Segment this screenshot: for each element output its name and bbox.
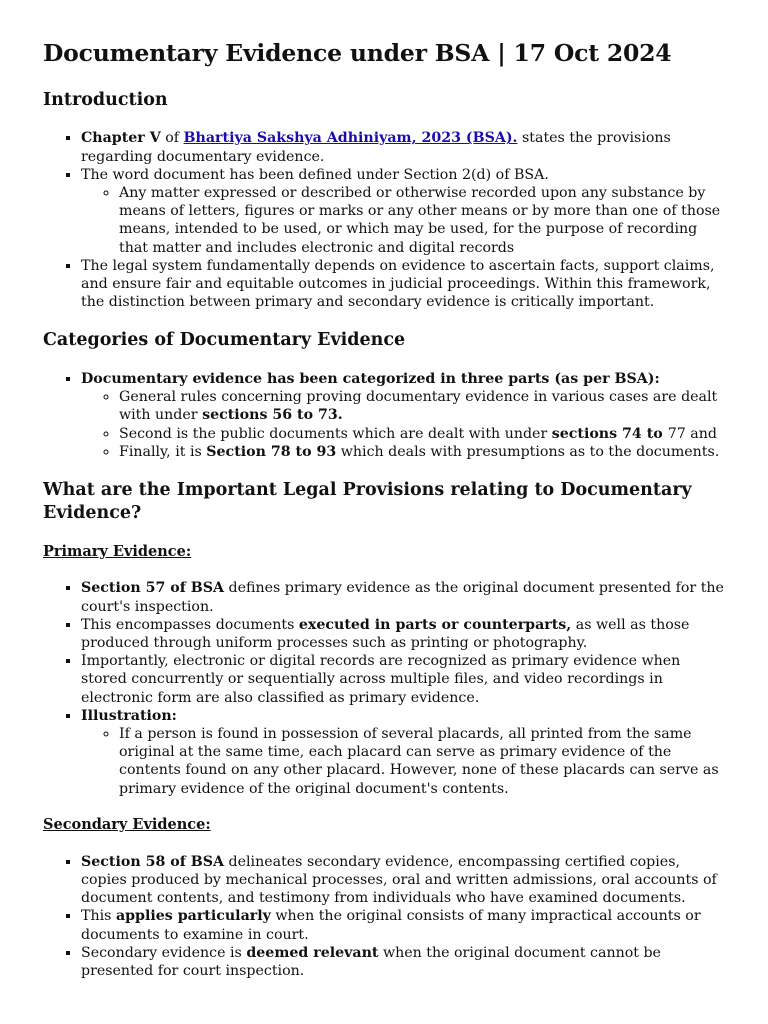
sub-list-item: ◦ If a person is found in possession of several placards, all printed from the same original at the same time, each placard can serve as primary evidence of the contents found on any other placard. However, none of these placards can serve as primary evidence of the original document's contents. <box>119 725 725 798</box>
list-item: ▪ Section 57 of BSA defines primary evidence as the original document presented for the court's inspection. <box>81 579 725 615</box>
sub-list <box>81 388 725 461</box>
page-title: Documentary Evidence under BSA | 17 Oct 2024 <box>43 39 672 67</box>
section-heading-introduction: Introduction <box>43 89 168 110</box>
list-item: ▪ Illustration: ◦ If a person is found in possession of several placards, all printed from the same original at the same time, each placard can serve as primary evidence of the contents found on any other placard. However, none of these placards can serve as primary evidence of the original document's contents. <box>81 707 725 798</box>
section-heading-categories: Categories of Documentary Evidence <box>43 330 406 351</box>
sub-list-item: ◦ Second is the public documents which are dealt with under sections 74 to 77 and <box>119 425 725 443</box>
sub-list-item: ◦ Finally, it is Section 78 to 93 which deals with presumptions as to the documents. <box>119 443 725 461</box>
list-item <box>81 370 725 461</box>
sub-list-item: ◦ General rules concerning proving documentary evidence in various cases are dealt with under sections 56 to 73. <box>119 388 725 424</box>
bold-text: Chapter V <box>81 130 161 147</box>
list-item: ▪ The word document has been defined under Section 2(d) of BSA. ◦ Any matter expressed or described or otherwise recorded upon any substance by means of letters, figures or marks or any other means or by more than one of those means, intended to be used, or which may be used, for the purpose of recording that matter and includes electronic and digital records <box>81 166 725 257</box>
primary-evidence-list <box>43 579 725 797</box>
subheading-primary-evidence: Primary Evidence: <box>43 542 192 560</box>
introduction-list <box>43 129 725 311</box>
section-heading-provisions: What are the Important Legal Provisions relating to Documentary Evidence? <box>43 480 692 523</box>
categories-list <box>43 370 725 461</box>
list-item: ▪ Secondary evidence is deemed relevant when the original document cannot be presented for court inspection. <box>81 944 725 980</box>
list-item: ▪ Importantly, electronic or digital records are recognized as primary evidence when stored concurrently or sequentially across multiple files, and video recordings in electronic form are also classified as primary evidence. <box>81 652 725 707</box>
secondary-evidence-list <box>43 853 725 980</box>
subheading-secondary-evidence: Secondary Evidence: <box>43 815 211 833</box>
sub-list <box>81 725 725 798</box>
list-item: ▪ The legal system fundamentally depends on evidence to ascertain facts, support claims, and ensure fair and equitable outcomes in judicial proceedings. Within this framework, the distinction between primary and secondary evidence is critically important. <box>81 257 725 312</box>
bold-text: Documentary evidence has been categorized in three parts (as per BSA): <box>81 371 660 388</box>
list-item: ▪ This encompasses documents executed in parts or counterparts, as well as those produced through uniform processes such as printing or photography. <box>81 616 725 652</box>
sub-list <box>81 184 725 257</box>
bsa-link[interactable]: Bhartiya Sakshya Adhiniyam, 2023 (BSA). <box>183 130 518 147</box>
list-item: ▪ Chapter V of Bhartiya Sakshya Adhiniyam, 2023 (BSA). states the provisions regarding documentary evidence. <box>81 129 725 165</box>
list-item: ▪ This applies particularly when the original consists of many impractical accounts or documents to examine in court. <box>81 907 725 943</box>
sub-list-item: ◦ Any matter expressed or described or otherwise recorded upon any substance by means of letters, figures or marks or any other means or by more than one of those means, intended to be used, or which may be used, for the purpose of recording that matter and includes electronic and digital records <box>119 184 725 257</box>
list-item: ▪ Section 58 of BSA delineates secondary evidence, encompassing certified copies, copies produced by mechanical processes, oral and written admissions, oral accounts of document contents, and testimony from individuals who have examined documents. <box>81 853 725 908</box>
